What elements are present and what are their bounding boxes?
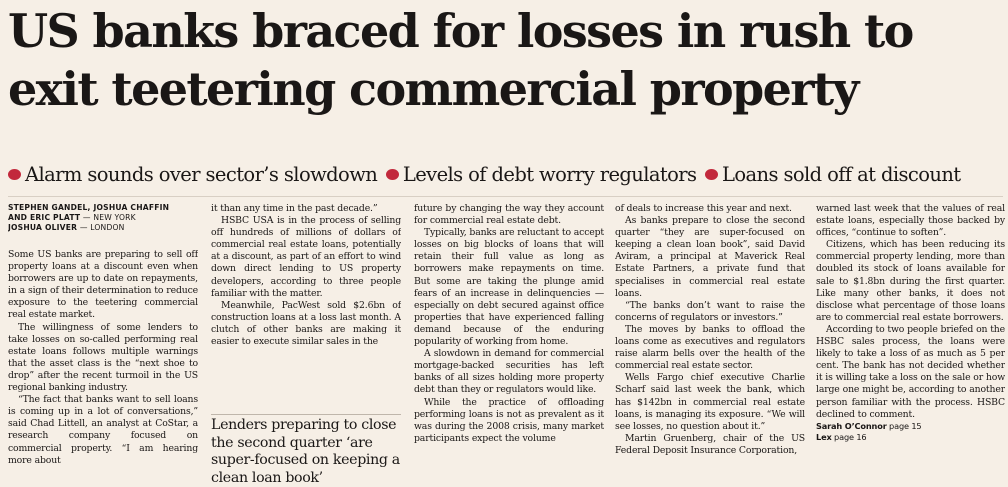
paragraph: of deals to increase this year and next.	[615, 203, 792, 214]
subhead-2: Levels of debt worry regulators	[402, 163, 697, 186]
paragraph: future by changing the way they account for commercial real estate debt.	[414, 203, 604, 227]
paragraph: While the practice of offloading performing loans is not as prevalent as it was during the 2008 crisis, many market participants expect the volume	[414, 396, 604, 444]
article-column-5	[816, 203, 1005, 479]
paragraph: Meanwhile, PacWest sold $2.6bn of construction loans at a loss last month. A clutch of other banks are making it easier to execute similar sales in the	[211, 299, 401, 348]
paragraph: warned last week that the values of real estate loans, especially those backed by offices, “continue to soften”.	[816, 203, 1005, 239]
paragraph: “The fact that banks want to sell loans is coming up in a lot of conversations,” said Chad Littell, an analyst at CoStar, a research company focused on commercial property. “I am hearing more about	[8, 394, 198, 466]
article-column-4	[615, 203, 805, 479]
byline	[8, 203, 198, 233]
pull-quote: Lenders preparing to close the second quarter ‘are super-focused on keeping a clean loan book’	[211, 414, 401, 487]
paragraph: Typically, banks are reluctant to accept losses on big blocks of loans that will retain their full value as long as borrowers make repayments on time. But some are taking the plunge amid fears of an increase in delinquencies — especially on debt secured against office properties that have experienced falling demand because of the enduring popularity of working from home.	[414, 227, 604, 348]
paragraph: Citizens, which has been reducing its commercial property lending, more than doubled its stock of loans available for sale to $1.8bn during the first quarter. Like many other banks, it does not disclose what percentage of those loans are to commercial real estate borrowers.	[816, 239, 1005, 323]
paragraph: As banks prepare to close the second quarter “they are super-focused on keeping a clean loan book”, said David Aviram, a principal at Maverick Real Estate Partners, a private fund that specialises in commercial real estate loans.	[615, 215, 805, 299]
byline-location-3: — LONDON	[77, 223, 125, 232]
headline: US banks braced for losses in rush to exit teetering commercial property	[8, 4, 913, 116]
paragraph: HSBC USA is in the process of selling off hundreds of millions of dollars of commercial real estate loans, potentially at a discount, as part of an effort to wind down direct lending to US property developers, according to three people familiar with the matter.	[211, 215, 401, 299]
xref-name: Lex	[816, 431, 832, 442]
article-column-3	[414, 203, 604, 479]
article-column-1	[8, 203, 198, 479]
paragraph: Some US banks are preparing to sell off property loans at a discount even when borrowers are up to date on repayments, in a sign of their determination to reduce exposure to the teetering commercial real estate market.	[8, 249, 198, 321]
divider	[8, 196, 1003, 197]
bullet-icon	[386, 169, 399, 180]
bullet-icon	[705, 169, 718, 180]
subhead-1: Alarm sounds over sector’s slowdown	[25, 163, 378, 186]
xref-page: page 16	[831, 431, 867, 442]
paragraph: “The banks don’t want to raise the concerns of regulators or investors.”	[615, 299, 805, 323]
paragraph: Martin Gruenberg, chair of the US Federal Deposit Insurance Corporation,	[615, 432, 805, 456]
xref-name: Sarah O’Connor	[816, 420, 887, 431]
paragraph: According to two people briefed on the HSBC sales process, the loans were likely to take a loss of as much as 5 per cent. The bank has not decided whether it is willing take a loss on the sale or how large one might be, according to another person familiar with the process. HSBC declined to comment.	[816, 323, 1005, 420]
subhead-3: Loans sold off at discount	[722, 163, 961, 186]
byline-names-2: AND ERIC PLATT	[8, 213, 81, 222]
paragraph: Wells Fargo chief executive Charlie Scharf said last week the bank, which has $142bn in commercial real estate loans, is managing its exposure. “We will see losses, no question about it.”	[615, 372, 805, 432]
paragraph: A slowdown in demand for commercial mortgage-backed securities has left banks of all sizes holding more property debt than they or regulators would like.	[414, 348, 604, 396]
byline-names-3: JOSHUA OLIVER	[8, 223, 78, 232]
byline-line-1: STEPHEN GANDEL, JOSHUA CHAFFIN	[8, 203, 170, 212]
bullet-icon	[8, 169, 21, 180]
paragraph: The willingness of some lenders to take losses on so-called performing real estate loans follows multiple warnings that the asset class is the “next shoe to drop” after the recent turmoil in the US regional banking industry.	[8, 321, 198, 394]
cross-reference[interactable]	[816, 432, 1005, 443]
paragraph: The moves by banks to offload the loans come as executives and regulators raise alarm bells over the health of the commercial real estate sector.	[615, 323, 805, 372]
cross-reference[interactable]	[816, 421, 1005, 432]
xref-page: page 15	[886, 420, 922, 431]
subheads	[8, 162, 1003, 188]
byline-location-2: — NEW YORK	[80, 213, 136, 222]
paragraph: it than any time in the past decade.”	[211, 203, 378, 214]
